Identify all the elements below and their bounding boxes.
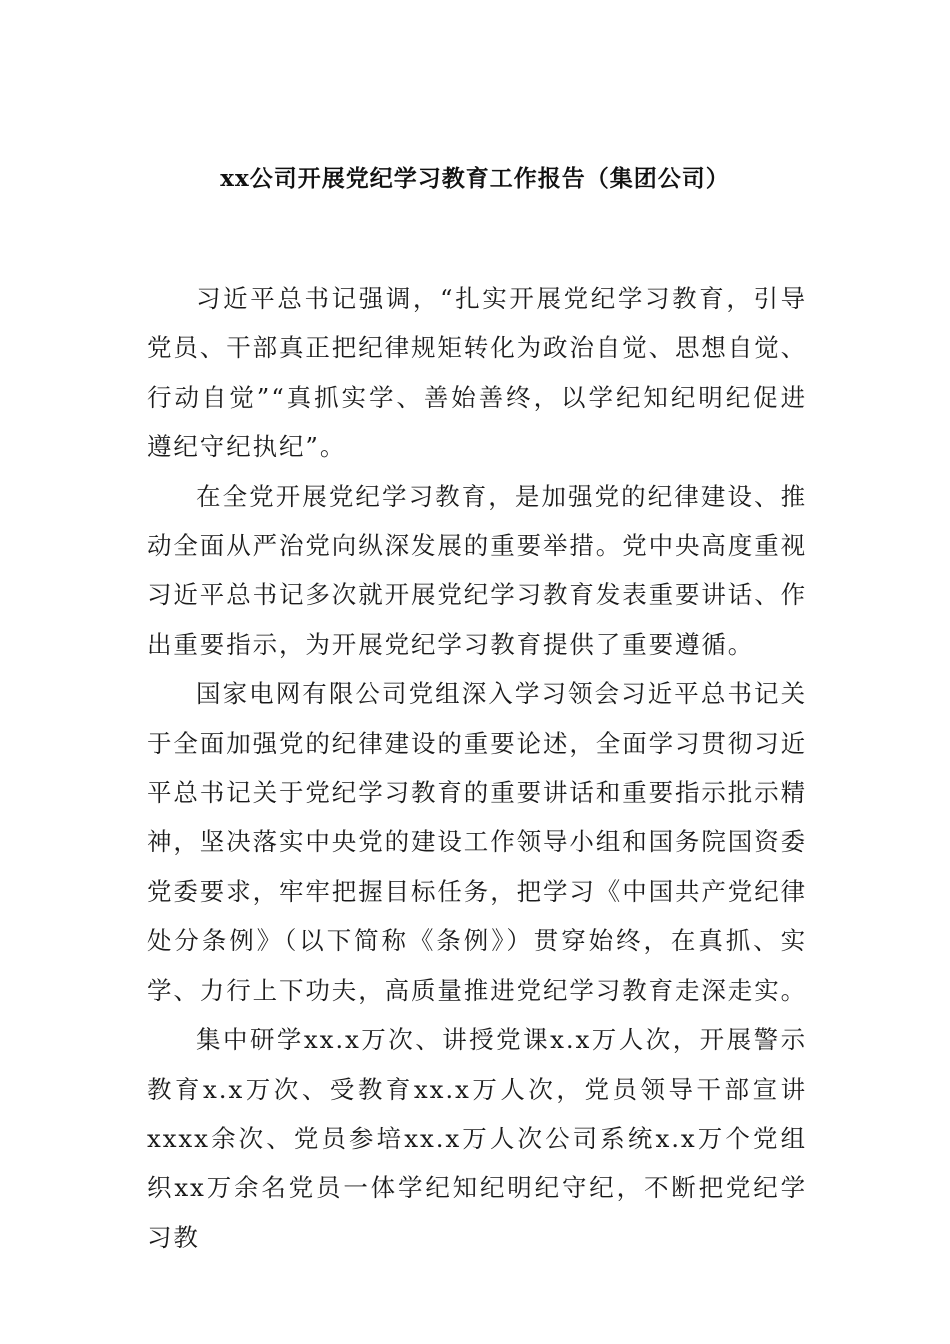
paragraph-1: 习近平总书记强调，“扎实开展党纪学习教育，引导党员、干部真正把纪律规矩转化为政治自觉、思想自觉、行动自觉”“真抓实学、善始善终，以学纪知纪明纪促进遵纪守纪执纪”。 [147, 284, 807, 462]
paragraph-3: 国家电网有限公司党组深入学习领会习近平总书记关于全面加强党的纪律建设的重要论述，全面学习贯彻习近平总书记关于党纪学习教育的重要讲话和重要指示批示精神，坚决落实中央党的建设工作领导小组和国务院国资委党委要求，牢牢把握目标任务，把学习《中国共产党纪律处分条例》（以下简称《条例》）贯穿始终，在真抓、实学、力行上下功夫，高质量推进党纪学习教育走深走实。 [147, 679, 807, 1005]
document-body [147, 274, 807, 1262]
paragraph-4: 集中研学xx.x万次、讲授党课x.x万人次，开展警示教育x.x万次、受教育xx.x万人次，党员领导干部宣讲xxxx余次、党员参培xx.x万人次公司系统x.x万个党组织xx万余名党员一体学纪知纪明纪守纪，不断把党纪学习教 [147, 1025, 807, 1252]
paragraph-2: 在全党开展党纪学习教育，是加强党的纪律建设、推动全面从严治党向纵深发展的重要举措。党中央高度重视习近平总书记多次就开展党纪学习教育发表重要讲话、作出重要指示，为开展党纪学习教育提供了重要遵循。 [147, 481, 807, 659]
document-title: xx公司开展党纪学习教育工作报告（集团公司） [220, 165, 730, 192]
